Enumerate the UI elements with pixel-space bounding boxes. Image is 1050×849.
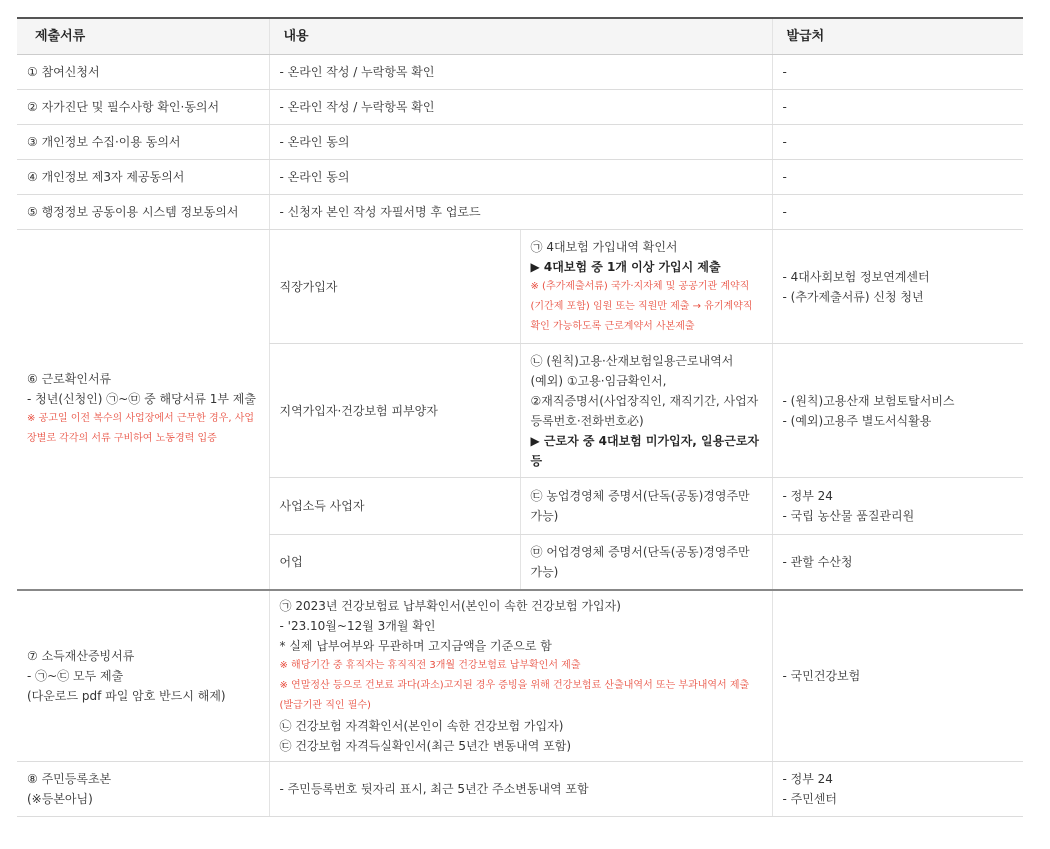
content-cell: - 온라인 작성 / 누락항목 확인 [269, 90, 772, 125]
employee-type: 직장가입자 [269, 230, 520, 344]
doc-cell: ④ 개인정보 제3자 제공동의서 [17, 160, 269, 195]
table-row-income [17, 590, 1023, 762]
issuer-cell: - [772, 55, 1023, 90]
work-doc-cell [17, 230, 269, 590]
issuer-cell: - [772, 125, 1023, 160]
doc-cell: ⑤ 행정정보 공동이용 시스템 정보동의서 [17, 195, 269, 230]
business-issuer [772, 478, 1023, 535]
table-row [17, 125, 1023, 160]
resident-doc-title: ⑧ 주민등록초본 [27, 772, 112, 786]
regional-issuer2: - (예외)고용주 별도서식활용 [782, 413, 932, 428]
doc-cell: ② 자가진단 및 필수사항 확인·동의서 [17, 90, 269, 125]
income-issuer: - 국민건강보험 [772, 590, 1023, 762]
income-doc-sub: - ㉠~㉢ 모두 제출 [27, 668, 124, 683]
income-c2: - '23.10월~12월 3개월 확인 [279, 618, 436, 633]
regional-docs [520, 344, 772, 478]
income-c5: ㉢ 건강보험 자격득실확인서(최근 5년간 변동내역 포함) [279, 738, 572, 753]
business-issuer2: - 국립 농산물 품질관리원 [782, 509, 915, 523]
issuer-cell: - [772, 90, 1023, 125]
employee-issuer2: - (추가제출서류) 신청 청년 [782, 289, 924, 304]
doc-cell: ① 참여신청서 [17, 55, 269, 90]
documents-table [17, 17, 1023, 817]
regional-doc3: ②재직증명서(사업장직인, 재직기간, 사업자등록번호·전화번호必) [530, 393, 759, 428]
regional-issuer [772, 344, 1023, 478]
fishery-doc1: ㉤ 어업경영체 증명서(단독(공동)경영주만 가능) [520, 535, 772, 590]
income-c3: * 실제 납부여부와 무관하며 고지금액을 기준으로 함 [279, 638, 552, 653]
income-note2: ※ 연말정산 등으로 건보료 과다(과소)고지된 경우 증빙을 위해 건강보험료 산출내역서 또는 부과내역서 제출(발급기관 직인 필수) [279, 679, 750, 711]
income-doc-cell [17, 590, 269, 762]
table-row [17, 90, 1023, 125]
work-doc-sub: - 청년(신청인) ㉠~㉤ 중 해당서류 1부 제출 [27, 392, 256, 407]
employee-doc2: ▶ 4대보험 중 1개 이상 가입시 제출 [530, 259, 721, 274]
work-doc-title: ⑥ 근로확인서류 [27, 372, 112, 387]
table-row-employee [17, 230, 1023, 344]
employee-docs [520, 230, 772, 344]
fishery-issuer1: - 관할 수산청 [772, 535, 1023, 590]
regional-type: 지역가입자·건강보험 피부양자 [269, 344, 520, 478]
income-doc-sub2: (다운로드 pdf 파일 암호 반드시 해제) [27, 688, 226, 703]
issuer-cell: - [772, 195, 1023, 230]
resident-doc-cell [17, 762, 269, 817]
resident-doc-sub: (※등본아님) [27, 792, 93, 806]
income-note1: ※ 해당기간 중 휴직자는 휴직직전 3개월 건강보험료 납부확인서 제출 [279, 659, 581, 671]
header-doc: 제출서류 [17, 18, 269, 55]
employee-issuer1: - 4대사회보험 정보연계센터 [782, 269, 930, 284]
regional-doc4: ▶ 근로자 중 4대보험 미가입자, 일용근로자 등 [530, 433, 759, 468]
business-type: 사업소득 사업자 [269, 478, 520, 535]
documents-table-wrapper [17, 17, 1023, 817]
table-row [17, 55, 1023, 90]
issuer-cell: - [772, 160, 1023, 195]
employee-note: ※ (추가제출서류) 국가·지자체 및 공공기관 계약직(기간제 포함) 임원 또는 직원만 제출 → 유기계약직 확인 가능하도록 근로계약서 사본제출 [530, 280, 753, 332]
header-content: 내용 [269, 18, 772, 55]
work-doc-note: ※ 공고일 이전 복수의 사업장에서 근무한 경우, 사업장별로 각각의 서류 구비하여 노동경력 입증 [27, 413, 255, 445]
resident-issuer [772, 762, 1023, 817]
income-c4: ㉡ 건강보험 자격확인서(본인이 속한 건강보험 가입자) [279, 718, 564, 733]
table-row [17, 195, 1023, 230]
fishery-type: 어업 [269, 535, 520, 590]
table-row [17, 160, 1023, 195]
content-cell: - 신청자 본인 작성 자필서명 후 업로드 [269, 195, 772, 230]
table-header-row [17, 18, 1023, 55]
content-cell: - 온라인 동의 [269, 125, 772, 160]
resident-content: - 주민등록번호 뒷자리 표시, 최근 5년간 주소변동내역 포함 [269, 762, 772, 817]
resident-issuer1: - 정부 24 [782, 772, 833, 786]
employee-doc1: ㉠ 4대보험 가입내역 확인서 [530, 239, 678, 254]
doc-cell: ③ 개인정보 수집·이용 동의서 [17, 125, 269, 160]
resident-issuer2: - 주민센터 [782, 792, 838, 806]
regional-issuer1: - (원칙)고용산재 보험토탈서비스 [782, 393, 955, 408]
regional-doc1: ㉡ (원칙)고용·산재보험일용근로내역서 [530, 353, 734, 368]
employee-issuer [772, 230, 1023, 344]
content-cell: - 온라인 동의 [269, 160, 772, 195]
header-issuer: 발급처 [772, 18, 1023, 55]
income-c1: ㉠ 2023년 건강보험료 납부확인서(본인이 속한 건강보험 가입자) [279, 598, 621, 613]
business-doc1: ㉢ 농업경영체 증명서(단독(공동)경영주만 가능) [520, 478, 772, 535]
table-row-resident [17, 762, 1023, 817]
income-content [269, 590, 772, 762]
regional-doc2: (예외) ①고용·임금확인서, [530, 373, 667, 388]
content-cell: - 온라인 작성 / 누락항목 확인 [269, 55, 772, 90]
income-doc-title: ⑦ 소득재산증빙서류 [27, 648, 135, 663]
business-issuer1: - 정부 24 [782, 489, 833, 503]
